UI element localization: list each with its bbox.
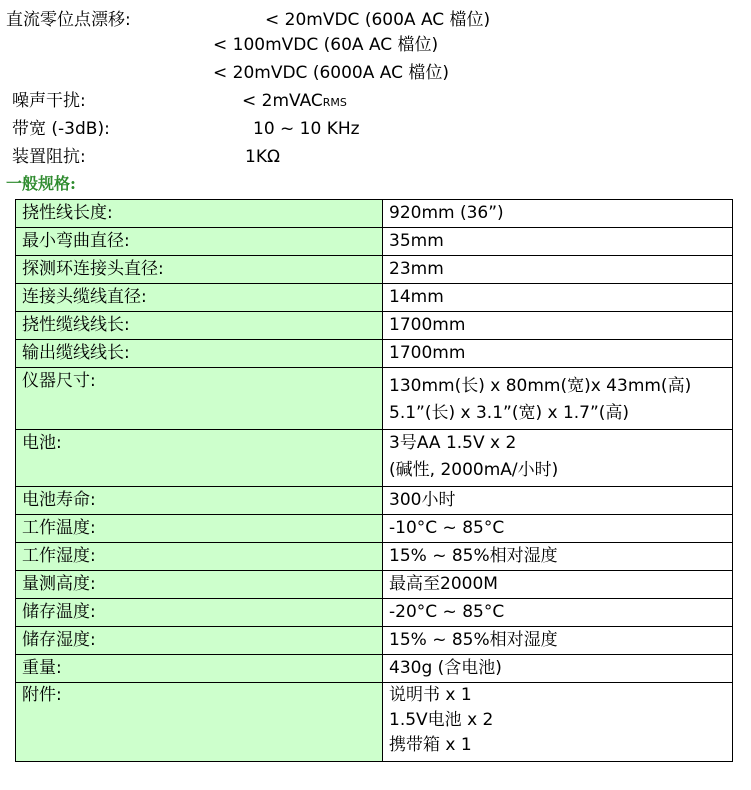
spec-label: 探测环连接头直径: <box>16 256 383 284</box>
spec-value-line: (碱性, 2000mA/小时) <box>389 460 559 480</box>
zero-drift-value-6000a: < 20mVDC (6000A AC 檔位) <box>213 63 449 83</box>
spec-value-line: 5.1”(长) x 3.1”(宽) x 1.7”(高) <box>389 403 630 423</box>
spec-value <box>383 430 733 487</box>
spec-value-line: 说明书 x 1 <box>389 685 472 705</box>
table-row <box>16 200 733 228</box>
spec-value: -10°C ~ 85°C <box>383 515 733 543</box>
general-specs-table <box>15 199 733 762</box>
table-row <box>16 515 733 543</box>
spec-value: 15% ~ 85%相对湿度 <box>383 543 733 571</box>
spec-label: 附件: <box>16 683 383 762</box>
spec-label: 储存温度: <box>16 599 383 627</box>
table-row <box>16 571 733 599</box>
spec-label: 挠性缆线线长: <box>16 312 383 340</box>
spec-value: 1700mm <box>383 340 733 368</box>
spec-value-line: 130mm(长) x 80mm(宽)x 43mm(高) <box>389 376 692 396</box>
table-row <box>16 543 733 571</box>
spec-label: 电池寿命: <box>16 487 383 515</box>
spec-label: 工作温度: <box>16 515 383 543</box>
zero-drift-value-600a: < 20mVDC (600A AC 檔位) <box>265 10 491 30</box>
spec-value: 300小时 <box>383 487 733 515</box>
table-row <box>16 627 733 655</box>
load-label: 装置阻抗: <box>12 147 86 167</box>
spec-value: 920mm (36”) <box>383 200 733 228</box>
table-row <box>16 284 733 312</box>
spec-label: 输出缆线线长: <box>16 340 383 368</box>
spec-value <box>383 368 733 430</box>
spec-label: 仪器尺寸: <box>16 368 383 430</box>
bandwidth-value: 10 ~ 10 KHz <box>253 119 360 139</box>
spec-label: 量测高度: <box>16 571 383 599</box>
spec-value: 35mm <box>383 228 733 256</box>
spec-label: 最小弯曲直径: <box>16 228 383 256</box>
spec-value: 430g (含电池) <box>383 655 733 683</box>
spec-label: 工作湿度: <box>16 543 383 571</box>
spec-value: 最高至2000M <box>383 571 733 599</box>
bandwidth-label: 带宽 (-3dB): <box>12 119 110 139</box>
spec-value: 1700mm <box>383 312 733 340</box>
table-row <box>16 430 733 487</box>
load-value: 1KΩ <box>245 147 280 167</box>
general-specs-heading: 一般规格: <box>6 174 76 193</box>
table-row <box>16 368 733 430</box>
spec-label: 重量: <box>16 655 383 683</box>
spec-label: 连接头缆线直径: <box>16 284 383 312</box>
noise-label: 噪声干扰: <box>12 91 86 111</box>
spec-value <box>383 683 733 762</box>
spec-label: 挠性线长度: <box>16 200 383 228</box>
table-row <box>16 683 733 762</box>
noise-value-main: < 2mVAC <box>242 91 323 111</box>
spec-label: 电池: <box>16 430 383 487</box>
noise-value-rms: RMS <box>322 96 347 109</box>
spec-value: 14mm <box>383 284 733 312</box>
noise-value <box>242 90 347 114</box>
zero-drift-label: 直流零位点漂移: <box>6 10 131 30</box>
spec-value: 23mm <box>383 256 733 284</box>
table-row <box>16 312 733 340</box>
zero-drift-value-60a: < 100mVDC (60A AC 檔位) <box>213 35 439 55</box>
spec-value: 15% ~ 85%相对湿度 <box>383 627 733 655</box>
table-row <box>16 256 733 284</box>
spec-value-line: 1.5V电池 x 2 <box>389 710 494 730</box>
table-row <box>16 340 733 368</box>
table-row <box>16 655 733 683</box>
spec-value-line: 3号AA 1.5V x 2 <box>389 433 517 453</box>
spec-value: -20°C ~ 85°C <box>383 599 733 627</box>
table-row <box>16 487 733 515</box>
spec-value-line: 携带箱 x 1 <box>389 735 472 755</box>
spec-label: 储存湿度: <box>16 627 383 655</box>
table-row <box>16 599 733 627</box>
table-row <box>16 228 733 256</box>
